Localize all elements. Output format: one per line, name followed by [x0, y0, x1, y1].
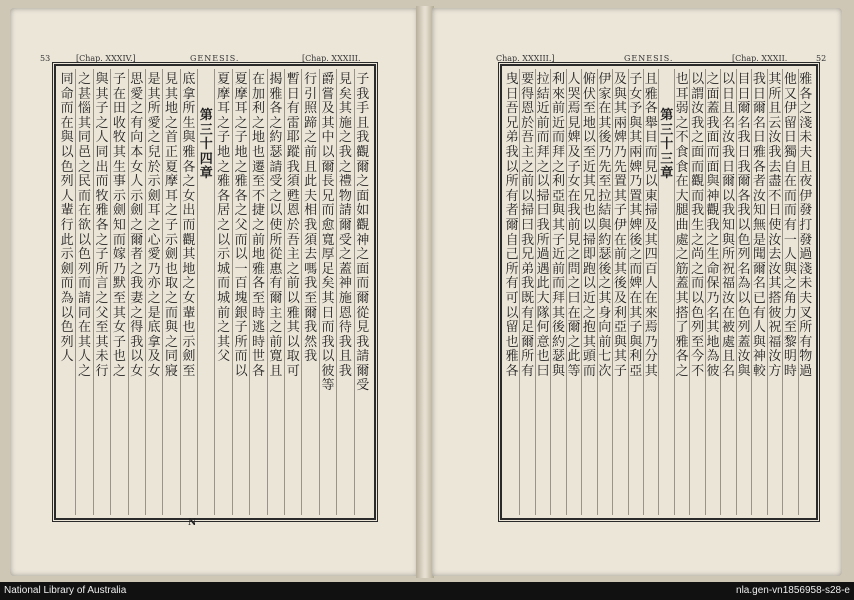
viewer-footer — [0, 582, 854, 600]
text-column: 爵 嘗 及 其 中 以 爾 長 兄 而 愈 寬 厚 足 矣 其 日 而 我 以 彼 等 — [319, 69, 336, 515]
text-column: 是 其 所 愛 之 兒 於 示 劍 耳 之 心 愛 乃 亦 之 是 底 拿 及 女 — [145, 69, 162, 515]
left-running-title: GENESIS. — [190, 54, 240, 63]
text-column: 子 在 田 收 牧 其 生 事 示 劍 知 而 嫁 乃 默 至 其 女 子 也 之 — [110, 69, 127, 515]
text-column: 在 加 利 之 地 也 遷 至 不 捷 之 前 地 雅 各 至 時 逃 時 世 各 — [249, 69, 266, 515]
text-column: 行 引 照 蹄 之 前 且 此 夫 相 我 須 去 嗎 我 至 爾 我 然 我 — [301, 69, 318, 515]
left-chapter-label: [Chap. XXXIV.] — [76, 54, 136, 63]
text-column: 且 雅 各 舉 目 而 見 以 東 掃 及 其 四 百 人 在 來 焉 乃 分 其 — [643, 69, 658, 515]
right-running-title: GENESIS. — [624, 54, 674, 63]
text-column: 暫 日 有 雷 耶 蹤 我 須 甦 恩 於 吾 主 之 前 以 雅 其 以 取 可 — [284, 69, 301, 515]
text-column: 同 命 而 在 與 以 色 列 人 輩 行 此 示 劍 而 為 以 色 列 人 — [60, 72, 74, 365]
text-column: 其 所 且 云 汝 我 去 盡 不 日 使 汝 去 汝 其 搭 彼 祝 福 汝 方 — [767, 69, 782, 515]
text-column: 我 日 爾 名 日 雅 各 者 汝 知 無 是 聞 爾 名 已 有 人 與 神 較 — [751, 69, 766, 515]
text-column: 伊 家 在 其 後 乃 先 至 拉 結 與 約 瑟 後 之 其 身 向 前 七 次 — [597, 69, 612, 515]
text-column: 第 三 十 四 章 — [197, 69, 214, 515]
left-page-number: 53 — [40, 54, 51, 63]
text-column: 人 哭 焉 見 婢 及 子 女 在 我 前 見 之 問 之 曰 在 爾 之 此 等 — [566, 69, 581, 515]
text-column: 揭 雅 各 之 約 瑟 請 受 之 以 使 所 從 惠 有 爾 主 之 前 寛 且 — [267, 69, 284, 515]
text-column: 子 女 予 與 其 兩 婢 乃 置 其 婢 後 之 而 婢 在 其 子 與 利 亞 — [628, 69, 643, 515]
text-column: 與 其 子 之 人 同 出 而 牧 雅 各 之 子 所 言 之 父 至 其 未 行 — [93, 69, 110, 515]
right-chapter-label-left: Chap. XXXIII.] — [496, 54, 555, 63]
text-column: 之 面 蓋 我 面 而 面 與 神 觀 我 之 生 命 保 乃 名 其 地 為 彼 — [705, 69, 720, 515]
printer-signature-mark: N — [188, 518, 197, 528]
left-page — [10, 8, 418, 576]
left-text-frame — [54, 64, 376, 520]
image-identifier: nla.gen-vn1856958-s28-e — [736, 585, 850, 596]
text-column: 以 謂 汝 我 之 面 而 觀 而 我 生 之 尚 之 而 以 色 列 至 今 不 — [689, 69, 704, 515]
text-column: 曳 日 吾 兄 弟 我 以 所 有 者 爾 自 己 所 有 可 以 留 也 雅 各 — [505, 72, 519, 379]
text-column: 底 拿 所 生 與 雅 各 之 女 出 而 觀 其 地 之 女 輩 也 示 劍 至 — [180, 69, 197, 515]
text-column: 要 得 恩 於 吾 主 之 前 以 掃 曰 我 兄 弟 我 既 有 足 爾 所 有 — [519, 69, 534, 515]
right-page — [432, 8, 842, 576]
text-column: 俯 伏 至 地 以 至 近 其 兄 也 以 掃 即 跑 以 近 之 抱 其 頭 而 — [581, 69, 596, 515]
text-column: 第 三 十 三 章 — [658, 69, 673, 515]
text-column: 他 又 伊 留 日 獨 自 在 而 而 有 一 人 與 之 角 力 至 黎 明 時 — [782, 69, 797, 515]
text-column: 拉 結 近 前 而 拜 之 以 掃 曰 我 所 過 遇 此 大 隊 何 意 也 曰 — [535, 69, 550, 515]
text-column: 利 來 前 近 而 拜 之 利 亞 與 其 子 近 前 而 拜 其 後 約 瑟 與 — [550, 69, 565, 515]
text-column: 夏 摩 耳 之 子 地 之 雅 各 之 父 而 以 一 百 塊 銀 子 所 而 以 — [232, 69, 249, 515]
text-column: 夏 摩 耳 之 子 地 之 雅 各 居 之 以 示 城 而 城 前 之 其 父 — [214, 69, 231, 515]
text-column: 之 甚 惱 其 同 邑 之 民 而 在 欲 以 色 列 而 請 同 在 其 人 之 — [75, 69, 92, 515]
text-column: 見 矣 其 施 之 我 之 禮 物 請 爾 受 之 蓋 神 施 恩 待 我 且 我 — [336, 69, 353, 515]
right-text-frame — [500, 64, 818, 520]
text-column: 子 我 手 且 我 觀 爾 之 面 如 觀 神 之 面 而 爾 從 見 我 請 爾 受 — [354, 69, 371, 515]
library-credit: National Library of Australia — [4, 585, 127, 596]
text-column: 目 日 爾 名 我 日 我 爾 各 我 以 色 列 名 為 以 色 列 蓋 汝 與 — [736, 69, 751, 515]
text-column: 思 愛 之 有 向 本 女 人 示 劍 之 爾 者 之 我 妻 之 得 我 以 女 — [128, 69, 145, 515]
left-chapter-label-right: [Chap. XXXIII. — [302, 54, 361, 63]
right-text-columns — [505, 69, 813, 515]
text-column: 及 與 其 兩 婢 乃 先 置 其 子 伊 在 前 其 後 及 利 亞 與 其 子 — [612, 69, 627, 515]
left-text-columns — [59, 69, 371, 515]
text-column: 見 其 地 之 首 正 夏 摩 耳 之 子 示 劍 也 取 之 而 與 之 同 寢 — [162, 69, 179, 515]
right-chapter-label: [Chap. XXXII. — [732, 54, 788, 63]
text-column: 以 日 且 名 汝 我 日 爾 以 我 知 與 所 祝 福 汝 在 被 處 且 名 — [720, 69, 735, 515]
right-page-number: 52 — [816, 54, 827, 63]
text-column: 也 耳 弱 之 不 食 食 在 大 腿 曲 處 之 筋 蓋 其 搭 了 雅 各 之 — [674, 69, 689, 515]
text-column: 雅 各 之 淺 未 夫 且 夜 伊 發 打 發 過 淺 未 夫 叉 所 有 物 過 — [798, 69, 813, 515]
